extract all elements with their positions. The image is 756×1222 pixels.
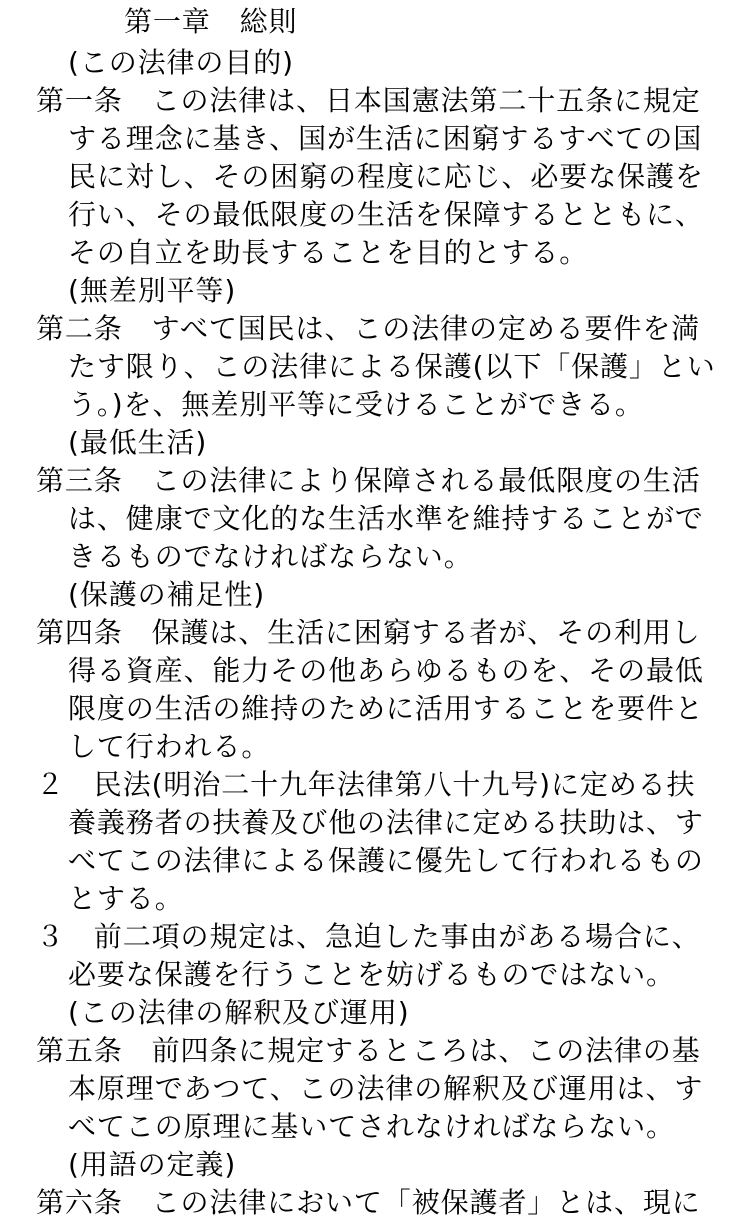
- article-line: 第六条 この法律において「被保護者」とは、現に: [36, 1186, 701, 1219]
- article-line: する理念に基き、国が生活に困窮するすべての国: [68, 122, 703, 155]
- article-line: 民に対し、その困窮の程度に応じ、必要な保護を: [68, 160, 704, 193]
- paragraph-line: 養義務者の扶養及び他の法律に定める扶助は、す: [68, 806, 704, 839]
- article-line: きるものでなければならない。: [68, 540, 473, 573]
- paragraph-line: ２ 民法(明治二十九年法律第八十九号)に定める扶: [36, 768, 696, 801]
- article-line: う。)を、無差別平等に受けることができる。: [68, 388, 644, 421]
- article-caption: (用語の定義): [68, 1148, 237, 1181]
- chapter-title: 第一章 総則: [124, 5, 298, 38]
- article-line: は、健康で文化的な生活水準を維持することがで: [68, 502, 704, 535]
- article-line: 第二条 すべて国民は、この法律の定める要件を満: [36, 312, 701, 345]
- paragraph-line: ３ 前二項の規定は、急迫した事由がある場合に、: [36, 920, 701, 953]
- article-line: 第五条 前四条に規定するところは、この法律の基: [36, 1034, 701, 1067]
- article-line: べてこの原理に基いてされなければならない。: [68, 1110, 675, 1143]
- article-line: 得る資産、能力その他あらゆるものを、その最低: [68, 654, 704, 687]
- article-line: その自立を助長することを目的とする。: [68, 236, 589, 269]
- article-caption: (保護の補足性): [68, 578, 266, 611]
- article-caption: (無差別平等): [68, 274, 237, 307]
- article-caption: (この法律の解釈及び運用): [68, 996, 410, 1029]
- article-caption: (この法律の目的): [68, 46, 294, 79]
- article-line: 本原理であつて、この法律の解釈及び運用は、す: [68, 1072, 704, 1105]
- article-line: 第四条 保護は、生活に困窮する者が、その利用し: [36, 616, 701, 649]
- article-caption: (最低生活): [68, 426, 208, 459]
- article-line: 第三条 この法律により保障される最低限度の生活: [36, 464, 701, 497]
- article-line: 限度の生活の維持のために活用することを要件と: [68, 692, 704, 725]
- paragraph-line: 必要な保護を行うことを妨げるものではない。: [68, 958, 675, 991]
- paragraph-line: とする。: [68, 882, 184, 915]
- article-line: 行い、その最低限度の生活を保障するとともに、: [68, 198, 704, 231]
- article-line: して行われる。: [68, 730, 271, 763]
- article-line: たす限り、この法律による保護(以下「保護」とい: [68, 350, 716, 383]
- paragraph-line: べてこの法律による保護に優先して行われるもの: [68, 844, 704, 877]
- article-line: 第一条 この法律は、日本国憲法第二十五条に規定: [36, 84, 701, 117]
